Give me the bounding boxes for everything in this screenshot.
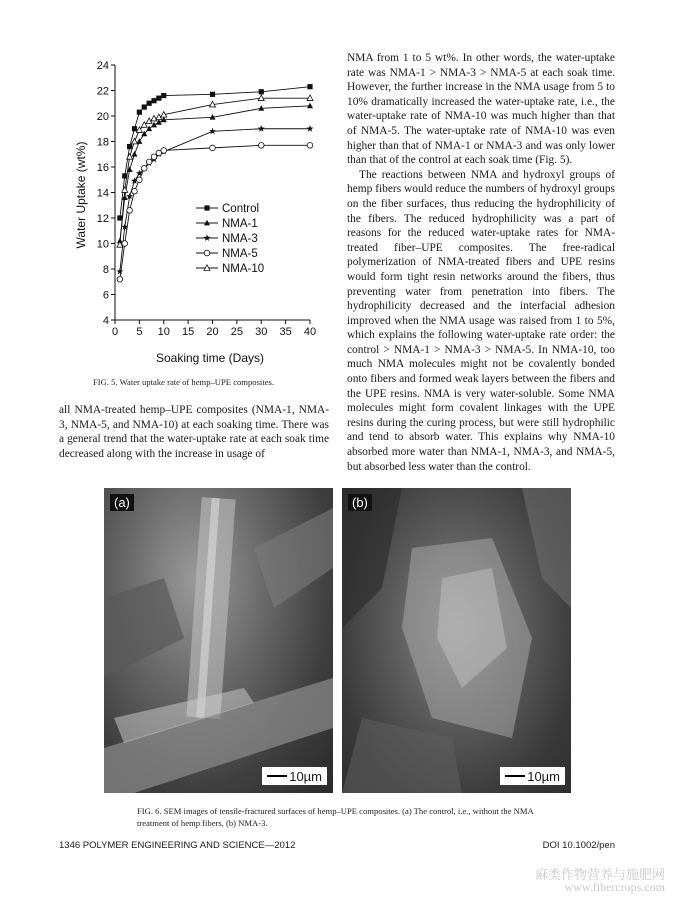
- data-point: [132, 138, 138, 144]
- legend-label: NMA-5: [222, 248, 258, 260]
- y-tick-label: 16: [96, 162, 109, 174]
- x-tick-label: 20: [206, 326, 219, 338]
- data-point: [142, 104, 147, 109]
- legend-label: NMA-10: [222, 263, 265, 275]
- data-point: [117, 276, 123, 282]
- data-point: [132, 126, 137, 131]
- figure-5-caption: FIG. 5. Water uptake rate of hemp–UPE composites.: [93, 377, 275, 387]
- sem-a-label: (a): [110, 494, 134, 511]
- watermark-line-1: 麻类作物营养与施肥网: [534, 868, 665, 883]
- sem-a-texture: [104, 488, 333, 793]
- data-point: [259, 89, 264, 94]
- y-axis-label: Water Uptake (wt%): [74, 141, 88, 249]
- data-point: [210, 92, 215, 97]
- right-paragraph-1: NMA from 1 to 5 wt%. In other words, the water-uptake rate was NMA-1 > NMA-3 > NMA-5 at each soak time. However, the further increase in the NMA usage from 5 to 10% dramatically increased the water-uptake rate, i.e., the water-uptake rate of NMA-10 was much higher than that of NMA-5. The water-uptake rate of NMA-10 was even higher than that of NMA-1 or NMA-3 and was only lower than that of the control at each soak time (Fig. 5).: [347, 52, 615, 167]
- chart-series: [116, 84, 313, 282]
- data-point: [307, 84, 312, 89]
- data-point: [209, 128, 216, 135]
- x-tick-label: 5: [136, 326, 143, 338]
- sem-b-scale-bar: [500, 767, 565, 785]
- data-point: [156, 96, 161, 101]
- legend-item: [196, 263, 264, 275]
- data-point: [141, 165, 147, 171]
- figure-6-caption: FIG. 6. SEM images of tensile-fractured surfaces of hemp–UPE composites. (a) The control, i.e., without the NMA treatment of hemp fibers, (b) NMA-3.: [137, 806, 534, 828]
- right-paragraph-2: The reactions between NMA and hydroxyl groups of hemp fibers would reduce the numbers of hydroxyl groups on the fiber surfaces, thus reducing the hydrophilicity of the fibers. The reduced hydrophilicity was a part of reasons for the reduced water-uptake rates for NMA-treated fiber–UPE composites. The free-radical polymerization of NMA-treated fibers and UPE resins would form tight resin networks around the fibers, thus preventing water from penetration into fibers. The hydrophilicity decreased and the interfacial adhesion improved when the NMA usage was raised from 1 to 5%, which explains the following water-uptake rate order: the control > NMA-1 > NMA-3 > NMA-5. In NMA-10, too much NMA molecules might not be covalently bonded onto fibers and formed weak layers between the fibers and the UPE resins. NMA is very water-soluble. Some NMA molecules might form covalent linkages with the UPE resins during the curing process, but were still hydrophilic and tend to absorb water. This explains why NMA-10 absorbed more water than NMA-1, NMA-3, and NMA-5, but absorbed less water than the control.: [347, 168, 615, 473]
- y-tick-label: 18: [96, 136, 109, 149]
- y-tick-label: 10: [96, 238, 109, 251]
- data-point: [132, 188, 138, 194]
- data-point: [116, 268, 123, 275]
- x-tick-label: 30: [255, 326, 268, 338]
- scale-bar-line: [505, 775, 525, 777]
- right-column-text: [347, 51, 615, 474]
- sem-a-scale-bar: [262, 767, 327, 785]
- legend-item: [196, 203, 259, 215]
- y-tick-label: 12: [96, 213, 109, 225]
- y-tick-label: 14: [96, 187, 109, 200]
- footer-left: 1346 POLYMER ENGINEERING AND SCIENCE—2012: [59, 840, 296, 851]
- sem-a-scale-text: 10µm: [289, 768, 322, 784]
- series-line: [120, 145, 310, 279]
- x-axis-label: Soaking time (Days): [155, 351, 265, 365]
- data-point: [258, 143, 264, 149]
- watermark-line-2: www.fibercrops.com: [564, 880, 665, 894]
- data-point: [132, 151, 138, 157]
- water-uptake-chart: [70, 55, 320, 370]
- data-point: [151, 154, 157, 160]
- x-tick-label: 15: [182, 326, 195, 338]
- sem-b-scale-text: 10µm: [527, 768, 560, 784]
- x-tick-label: 25: [230, 326, 243, 338]
- data-point: [307, 103, 313, 109]
- sem-image-b: [342, 488, 571, 793]
- data-point: [210, 145, 216, 151]
- series-nma-5: [117, 143, 313, 282]
- data-point: [137, 177, 143, 183]
- y-tick-label: 6: [102, 289, 109, 302]
- y-tick-label: 8: [102, 264, 109, 276]
- series-line: [120, 129, 310, 272]
- legend-item: [196, 218, 258, 230]
- data-point: [161, 93, 166, 98]
- y-tick-label: 24: [96, 60, 109, 72]
- legend-label: NMA-3: [222, 233, 258, 245]
- sem-image-a: [104, 488, 333, 793]
- y-tick-label: 20: [96, 111, 109, 123]
- data-point: [258, 125, 265, 132]
- data-point: [146, 159, 152, 165]
- legend-label: NMA-1: [222, 218, 258, 230]
- x-axis-ticks: [112, 320, 316, 338]
- x-tick-label: 35: [279, 326, 292, 338]
- legend-marker: [204, 205, 209, 210]
- left-column-paragraph: all NMA-treated hemp–UPE composites (NMA-1, NMA-3, NMA-5, and NMA-10) at each soaking time. There was a general trend that the water-uptake rate at each soak time decreased along with the increase in usage of: [59, 404, 329, 460]
- x-tick-label: 40: [303, 326, 317, 338]
- y-axis-ticks: [97, 60, 115, 327]
- legend-marker: [204, 234, 211, 241]
- data-point: [307, 125, 314, 132]
- data-point: [127, 208, 133, 214]
- legend-item: [196, 233, 258, 245]
- data-point: [122, 241, 128, 247]
- sem-b-label: (b): [348, 494, 372, 511]
- scale-bar-line: [267, 775, 287, 777]
- sem-b-texture: [342, 488, 571, 793]
- y-tick-label: 4: [102, 315, 109, 327]
- chart-legend: [196, 203, 264, 275]
- data-point: [151, 98, 156, 103]
- legend-marker: [204, 250, 210, 256]
- y-tick-label: 22: [96, 85, 109, 98]
- legend-label: Control: [222, 203, 260, 215]
- footer-right: DOI 10.1002/pen: [542, 840, 615, 851]
- x-tick-label: 10: [157, 326, 170, 338]
- data-point: [307, 143, 313, 149]
- x-tick-label: 0: [111, 326, 119, 338]
- data-point: [161, 148, 167, 154]
- data-point: [137, 110, 142, 115]
- legend-item: [196, 248, 258, 260]
- data-point: [147, 101, 152, 106]
- left-column-text: [59, 403, 329, 461]
- data-point: [127, 144, 132, 149]
- series-line: [120, 106, 310, 241]
